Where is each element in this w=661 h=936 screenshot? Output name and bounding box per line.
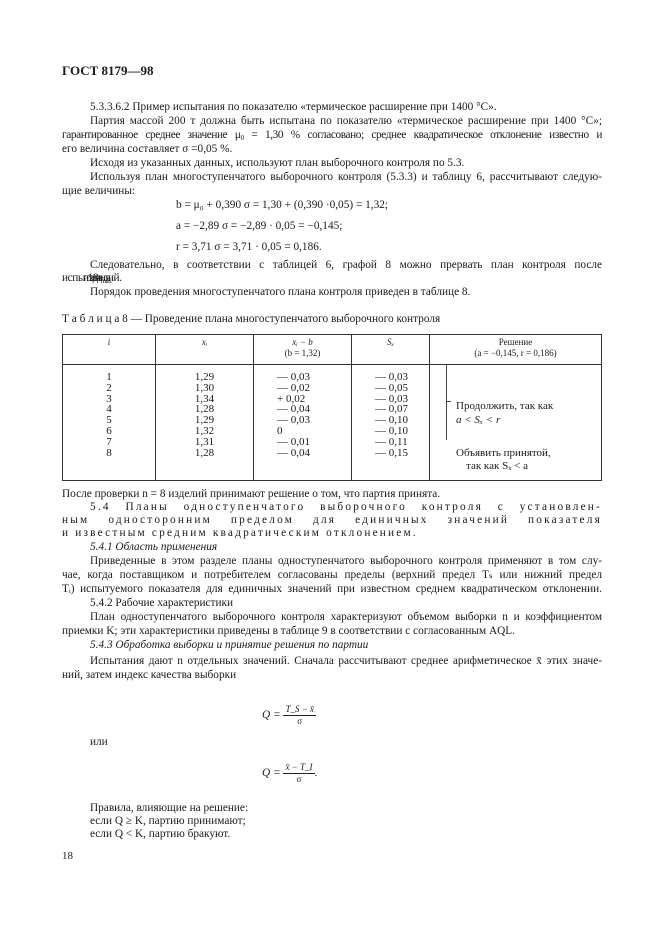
paragraph-line: приемки K; эти характеристики приведены в таблице 9 в соответствии с согласованным AQL.	[62, 625, 515, 637]
paragraph-line: чае, когда поставщиком и потребителем согласованы пределы (верхний предел Tₛ или нижний предел	[62, 569, 602, 581]
table-body-row	[63, 365, 602, 481]
table-cell: 1,28	[194, 446, 215, 459]
document-header: ГОСТ 8179—98	[62, 63, 154, 78]
column-x-minus-b	[254, 365, 352, 481]
table-cell: 4	[106, 403, 112, 416]
text: .	[314, 767, 318, 780]
text: = 1,30 % согласовано; среднее квадратическое отклонение известно и	[243, 129, 602, 141]
table-cell: — 0,01	[277, 435, 310, 448]
column-i	[63, 365, 156, 481]
paragraph-line: После проверки n = 8 изделий принимают решение о том, что партия принята.	[62, 488, 441, 500]
text: Q =	[262, 767, 281, 780]
table-cell: 5	[106, 414, 112, 427]
formula-q-upper	[262, 704, 316, 727]
paragraph-line: Партия массой 200 т должна быть испытана по показателю «термическое расширение при 1400 °С»;	[90, 115, 602, 127]
table-cell: 1,32	[194, 424, 215, 437]
paragraph-line: Порядок проведения многоступенчатого плана контроля приведен в таблице 8.	[90, 286, 471, 298]
column-x	[156, 365, 254, 481]
table-cell: 1	[106, 371, 112, 383]
table-cell: — 0,05	[375, 381, 408, 394]
text: 0	[240, 134, 244, 142]
text: Q =	[262, 709, 281, 722]
paragraph-line: Испытания дают n отдельных значений. Сначала рассчитывают среднее арифметическое x̄ этих значе-	[90, 655, 602, 667]
paragraph-line: его величина составляет σ =0,05 %.	[62, 143, 233, 155]
table-cell: 1,29	[194, 371, 215, 383]
table-cell: 2	[106, 381, 112, 394]
table-cell: 3	[106, 392, 112, 405]
table-cell: — 0,04	[277, 446, 310, 459]
text: x̄ − T_I	[285, 762, 313, 772]
text: T_S − x̄	[285, 704, 315, 714]
rules-line: если Q ≥ K, партию принимают;	[90, 815, 246, 827]
table-cell: — 0,10	[375, 424, 408, 437]
section-heading: ным односторонним пределом для единичных значений показателя	[62, 514, 602, 526]
text: испытания n	[62, 272, 101, 284]
table-8	[62, 334, 602, 481]
page-number: 18	[62, 850, 73, 862]
table-cell: — 0,03	[277, 371, 310, 383]
text: = 18 изделий.	[111, 272, 122, 284]
header-x-minus-b: xᵢ − b (b = 1,32)	[254, 335, 352, 365]
table-cell: — 0,02	[277, 381, 310, 394]
subsection-heading: 5.4.2 Рабочие характеристики	[90, 597, 234, 609]
paragraph-line: Используя план многоступенчатого выборочного контроля (5.3.3) и таблицу 6, рассчитывают следую-	[90, 171, 602, 183]
text: гарантированное среднее значение μ	[62, 129, 241, 141]
column-s	[352, 365, 430, 481]
table-cell: — 0,11	[375, 435, 408, 448]
table-cell: + 0,02	[277, 392, 306, 405]
formula-r: r = 3,71 σ = 3,71 · 0,05 = 0,186.	[176, 241, 322, 253]
header-s: Sₓ	[352, 335, 430, 365]
brace-icon	[440, 365, 447, 440]
paragraph-line: 5.3.3.6.2 Пример испытания по показателю «термическое расширение при 1400 °С».	[90, 101, 497, 113]
column-decision	[430, 365, 602, 481]
decision-continue-cond: a < Sₓ < r	[456, 414, 501, 426]
table-cell: 8	[106, 446, 112, 459]
rules-line: если Q < K, партию бракуют.	[90, 828, 231, 840]
subsection-heading: 5.4.3 Обработка выборки и принятие решения по партии	[90, 639, 369, 651]
table-cell: — 0,04	[277, 403, 310, 416]
table-cell: — 0,03	[375, 371, 408, 383]
formula-a: a = −2,89 σ = −2,89 · 0,05 = −0,145;	[176, 220, 343, 232]
section-heading: 5.4 Планы одноступенчатого выборочного контроля с установлен-	[90, 501, 602, 513]
table-cell: 7	[106, 435, 112, 448]
formula-b: b = μ₀ + 0,390 σ = 1,30 + (0,390 ·0,05) = 1,32;	[176, 199, 389, 211]
table-cell: 0	[277, 424, 283, 437]
decision-accept: Объявить принятой,	[456, 447, 551, 459]
table-cell: — 0,10	[375, 414, 408, 427]
decision-accept-cond: так как Sₓ < a	[466, 460, 528, 472]
paragraph-line: Исходя из указанных данных, используют план выборочного контроля по 5.3.	[90, 157, 465, 169]
table-header-row	[63, 335, 602, 365]
table-cell: 6	[106, 424, 112, 437]
formula-q-lower	[262, 762, 317, 785]
paragraph-line	[62, 271, 602, 285]
table-cell: 1,34	[194, 392, 215, 405]
table-cell: 1,29	[194, 414, 215, 427]
paragraph-line: щие величины:	[62, 185, 136, 197]
table-caption: Т а б л и ц а 8 — Проведение плана многоступенчатого выборочного контроля	[62, 313, 441, 325]
header-decision: Решение (a = −0,145, r = 0,186)	[430, 335, 602, 365]
table-cell: 1,31	[194, 435, 215, 448]
table-cell: — 0,03	[277, 414, 310, 427]
table-cell: 1,30	[194, 381, 215, 394]
table-cell: 1,28	[194, 403, 215, 416]
paragraph-line: Следовательно, в соответствии с таблицей 6, графой 8 можно прервать план контроля после	[90, 259, 602, 271]
table-cell: — 0,07	[375, 403, 408, 416]
paragraph-line: План одноступенчатого выборочного контроля характеризуют объемом выборки n и коэффициентом	[90, 611, 602, 623]
text: σ	[296, 774, 302, 784]
text: max	[100, 277, 112, 285]
table-cell: — 0,03	[375, 392, 408, 405]
paragraph-line: Приведенные в этом разделе планы одноступенчатого выборочного контроля применяют в том слу-	[90, 555, 602, 567]
header-x: xᵢ	[156, 335, 254, 365]
decision-continue: Продолжить, так как	[456, 400, 554, 412]
header-i: i	[63, 335, 156, 365]
text: σ	[297, 716, 303, 726]
section-heading: и известным средним квадратическим отклонением.	[62, 527, 418, 539]
text-or: или	[90, 736, 108, 748]
paragraph-line	[62, 128, 602, 142]
paragraph-line: ний, затем индекс качества выборки	[62, 669, 237, 681]
subsection-heading: 5.4.1 Область применения	[90, 541, 218, 553]
rules-line: Правила, влияющие на решение:	[90, 802, 249, 814]
paragraph-line: Tᵢ) испытуемого показателя для единичных значений при известном среднем квадратическом отклонении.	[62, 583, 602, 595]
table-cell: — 0,15	[375, 446, 408, 459]
